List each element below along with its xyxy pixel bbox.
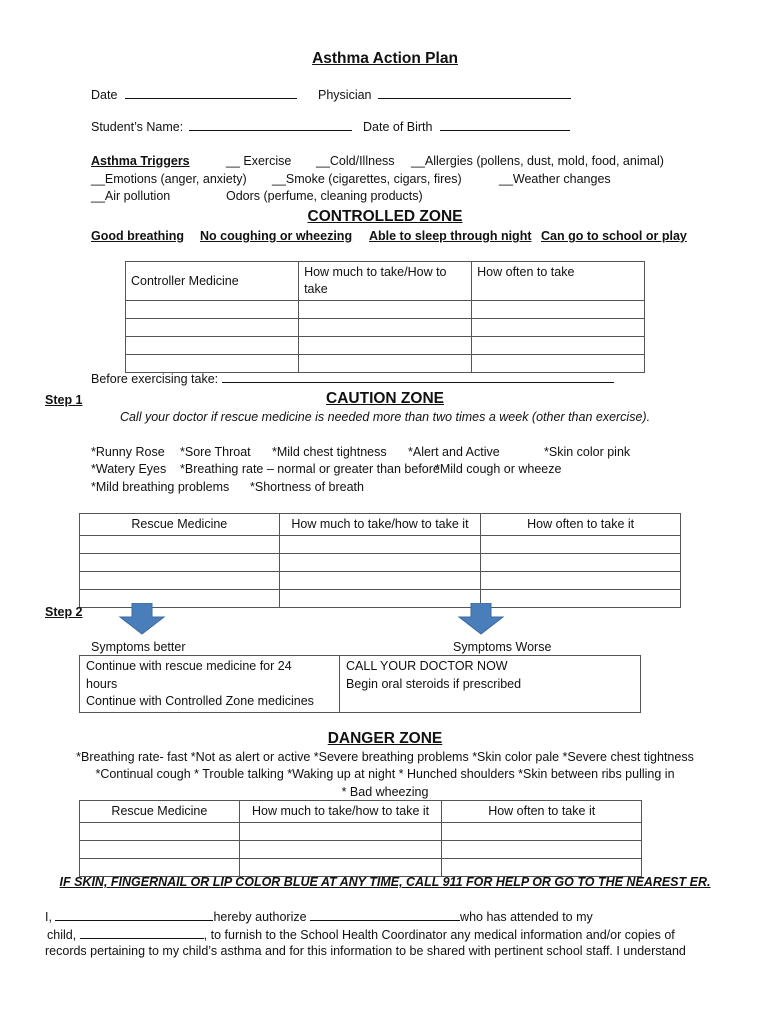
physician-blank[interactable] (378, 87, 571, 99)
symptoms-better-label: Symptoms better (91, 640, 186, 654)
table-cell[interactable] (239, 841, 442, 859)
child-name-blank[interactable] (80, 927, 204, 939)
symptom-sore-throat: *Sore Throat (180, 445, 251, 459)
symptom-breathing-rate: *Breathing rate – normal or greater than before (180, 462, 440, 476)
auth-text: child, (47, 928, 77, 942)
student-name-field (91, 119, 352, 134)
trigger-allergies[interactable]: __Allergies (pollens, dust, mold, food, animal) (411, 154, 664, 168)
danger-symptoms-line: *Breathing rate- fast *Not as alert or active *Severe breathing problems *Skin color pale *Severe chest tightness (76, 750, 694, 764)
symptom-watery-eyes: *Watery Eyes (91, 462, 167, 476)
header-how-often: How often to take it (481, 514, 681, 536)
controller-medicine-table (125, 261, 645, 373)
table-row (80, 554, 681, 572)
symptoms-worse-box (339, 655, 641, 713)
table-row (80, 859, 642, 877)
trigger-exercise[interactable]: __ Exercise (226, 154, 292, 168)
table-cell[interactable] (442, 841, 642, 859)
header-how-often: How often to take (472, 262, 645, 301)
caution-zone-heading: CAUTION ZONE (326, 390, 444, 407)
table-cell[interactable] (481, 554, 681, 572)
dob-field (363, 119, 570, 134)
table-cell[interactable] (239, 823, 442, 841)
table-cell[interactable] (80, 841, 240, 859)
table-row (126, 319, 645, 337)
controlled-zone-heading: CONTROLLED ZONE (307, 208, 463, 225)
table-cell[interactable] (126, 301, 299, 319)
better-line: Continue with Controlled Zone medicines (86, 694, 314, 708)
table-cell[interactable] (80, 572, 280, 590)
table-cell[interactable] (299, 355, 472, 373)
triggers-heading: Asthma Triggers (91, 154, 190, 168)
authorization-line-1 (45, 909, 593, 924)
symptom-mild-chest: *Mild chest tightness (272, 445, 387, 459)
table-cell[interactable] (279, 572, 481, 590)
auth-text: , to furnish to the School Health Coordinator any medical information and/or copies of (203, 928, 675, 942)
header-how-much: How much to take/how to take it (279, 514, 481, 536)
physician-field (318, 87, 571, 102)
trigger-weather[interactable]: __Weather changes (499, 172, 611, 186)
step1-label: Step 1 (45, 393, 83, 407)
dob-label: Date of Birth (363, 120, 433, 134)
criteria-good-breathing: Good breathing (91, 229, 185, 243)
table-row (80, 536, 681, 554)
student-name-label: Student’s Name: (91, 120, 184, 134)
student-name-blank[interactable] (189, 119, 352, 131)
table-row (80, 572, 681, 590)
table-cell[interactable] (279, 554, 481, 572)
table-cell[interactable] (472, 337, 645, 355)
table-cell[interactable] (126, 355, 299, 373)
table-cell[interactable] (299, 319, 472, 337)
worse-line: Begin oral steroids if prescribed (346, 676, 522, 691)
table-cell[interactable] (239, 859, 442, 877)
emergency-instruction: IF SKIN, FINGERNAIL OR LIP COLOR BLUE AT ANY TIME, CALL 911 FOR HELP OR GO TO THE NEAREST ER. (59, 875, 711, 889)
table-cell[interactable] (80, 590, 280, 608)
table-cell[interactable] (481, 572, 681, 590)
criteria-sleep: Able to sleep through night (369, 229, 532, 243)
trigger-odors: Odors (perfume, cleaning products) (226, 189, 423, 203)
arrow-down-icon (457, 603, 505, 635)
symptom-runny-nose: *Runny Rose (91, 445, 165, 459)
before-exercise-field (91, 371, 614, 386)
table-cell[interactable] (80, 823, 240, 841)
symptom-alert-active: *Alert and Active (408, 445, 500, 459)
danger-zone-heading: DANGER ZONE (327, 730, 443, 747)
date-blank[interactable] (125, 87, 297, 99)
danger-rescue-table (79, 800, 642, 877)
table-row (80, 823, 642, 841)
table-cell[interactable] (472, 319, 645, 337)
symptom-mild-cough: *Mild cough or wheeze (435, 462, 562, 476)
before-exercise-label: Before exercising take: (91, 372, 219, 386)
table-row (126, 355, 645, 373)
header-how-often: How often to take it (442, 801, 642, 823)
table-cell[interactable] (442, 859, 642, 877)
authorization-line-2 (47, 927, 675, 942)
table-cell[interactable] (299, 301, 472, 319)
table-header-row (80, 514, 681, 536)
table-cell[interactable] (126, 319, 299, 337)
rescue-medicine-table (79, 513, 681, 608)
trigger-cold-illness[interactable]: __Cold/Illness (316, 154, 395, 168)
header-how-much: How much to take/How to take (299, 262, 472, 301)
table-cell[interactable] (126, 337, 299, 355)
symptoms-worse-label: Symptoms Worse (453, 640, 552, 654)
table-cell[interactable] (442, 823, 642, 841)
table-row (80, 590, 681, 608)
criteria-no-coughing: No coughing or wheezing (200, 229, 353, 243)
physician-label: Physician (318, 88, 372, 102)
physician-name-blank[interactable] (310, 909, 460, 921)
trigger-air-pollution[interactable]: __Air pollution (91, 189, 171, 203)
arrow-down-icon (118, 603, 166, 635)
symptom-shortness-breath: *Shortness of breath (250, 480, 364, 494)
table-cell[interactable] (472, 355, 645, 373)
auth-text: I, (45, 910, 52, 924)
better-line: hours (86, 676, 118, 691)
danger-symptoms-line: * Bad wheezing (341, 785, 429, 799)
authorization-line-3: records pertaining to my child’s asthma and for this information to be shared with pertinent school staff. I understand (45, 944, 686, 958)
header-how-much: How much to take/how to take it (239, 801, 442, 823)
auth-text: who has attended to my (460, 910, 593, 924)
table-cell[interactable] (80, 859, 240, 877)
table-cell[interactable] (299, 337, 472, 355)
date-label: Date (91, 88, 118, 102)
table-cell[interactable] (481, 536, 681, 554)
header-controller-medicine: Controller Medicine (126, 262, 299, 301)
table-cell[interactable] (80, 554, 280, 572)
table-cell[interactable] (481, 590, 681, 608)
criteria-school-play: Can go to school or play (541, 229, 687, 243)
trigger-emotions[interactable]: __Emotions (anger, anxiety) (91, 172, 247, 186)
table-header-row (126, 262, 645, 301)
table-cell[interactable] (279, 536, 481, 554)
symptom-mild-breathing: *Mild breathing problems (91, 480, 230, 494)
table-cell[interactable] (80, 536, 280, 554)
table-row (126, 337, 645, 355)
worse-line: CALL YOUR DOCTOR NOW (346, 659, 508, 673)
symptom-skin-pink: *Skin color pink (544, 445, 631, 459)
trigger-smoke[interactable]: __Smoke (cigarettes, cigars, fires) (272, 172, 462, 186)
dob-blank[interactable] (440, 119, 570, 131)
caution-note: Call your doctor if rescue medicine is needed more than two times a week (other than exercise). (119, 410, 651, 424)
header-rescue-medicine: Rescue Medicine (80, 514, 280, 536)
better-line: Continue with rescue medicine for 24 (86, 659, 292, 673)
danger-symptoms-line: *Continual cough * Trouble talking *Waking up at night * Hunched shoulders *Skin between ribs pulling in (95, 767, 675, 781)
step2-label: Step 2 (45, 605, 83, 619)
table-row (80, 841, 642, 859)
auth-text: hereby authorize (213, 910, 307, 924)
date-field (91, 87, 297, 102)
table-row (126, 301, 645, 319)
table-cell[interactable] (472, 301, 645, 319)
table-header-row (80, 801, 642, 823)
header-rescue-medicine: Rescue Medicine (80, 801, 240, 823)
symptoms-better-box (79, 655, 340, 713)
parent-name-blank[interactable] (55, 909, 213, 921)
before-exercise-blank[interactable] (222, 371, 614, 383)
table-cell[interactable] (279, 590, 481, 608)
page-title: Asthma Action Plan (312, 50, 458, 67)
